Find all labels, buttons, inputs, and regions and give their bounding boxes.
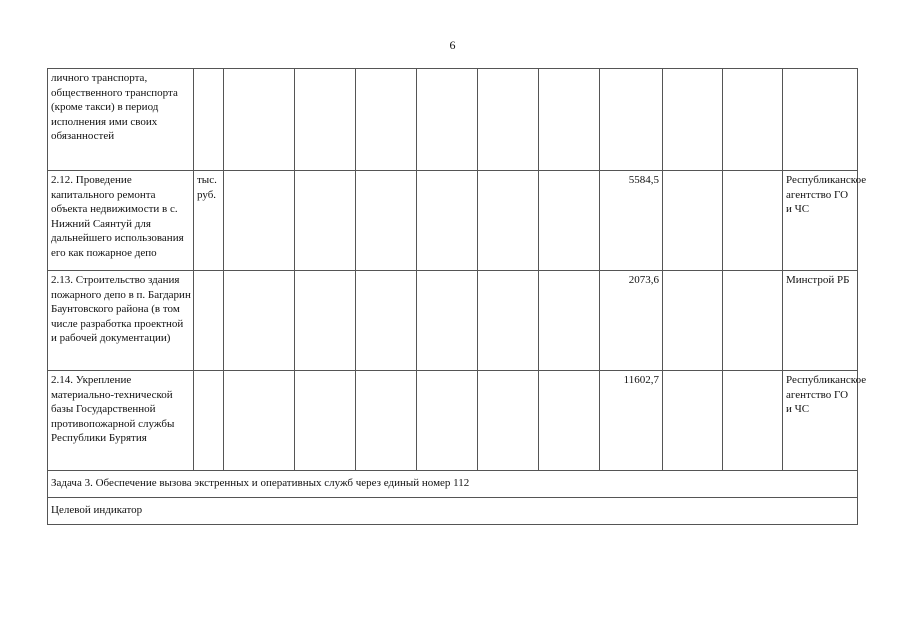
empty-cell — [663, 271, 723, 371]
empty-cell — [663, 69, 723, 171]
executor-cell: Минстрой РБ — [783, 271, 858, 371]
empty-cell — [723, 171, 783, 271]
empty-cell — [417, 371, 478, 471]
measure-name-cell: 2.14. Укрепление материально-технической базы Государственной противопожарной службы Республики Бурятия — [48, 371, 194, 471]
executor-cell: Республиканское агентство ГО и ЧС — [783, 371, 858, 471]
empty-cell — [224, 271, 295, 371]
empty-cell — [663, 371, 723, 471]
empty-cell — [478, 271, 539, 371]
empty-cell — [295, 371, 356, 471]
measure-name-cell: 2.12. Проведение капитального ремонта объекта недвижимости в с. Нижний Саянтуй для дальнейшего использования его как пожарное депо — [48, 171, 194, 271]
table-row — [48, 271, 858, 371]
empty-cell — [478, 171, 539, 271]
table-row — [48, 371, 858, 471]
empty-cell — [663, 171, 723, 271]
empty-cell — [539, 171, 600, 271]
indicator-row — [48, 498, 858, 525]
empty-cell — [539, 371, 600, 471]
amount-cell — [600, 69, 663, 171]
empty-cell — [295, 171, 356, 271]
empty-cell — [356, 371, 417, 471]
empty-cell — [417, 69, 478, 171]
measure-name-cell: личного транспорта, общественного транспорта (кроме такси) в период исполнения ими своих обязанностей — [48, 69, 194, 171]
empty-cell — [356, 171, 417, 271]
empty-cell — [539, 271, 600, 371]
task-row — [48, 471, 858, 498]
executor-cell — [783, 69, 858, 171]
unit-cell: тыс. руб. — [194, 171, 224, 271]
amount-cell: 2073,6 — [600, 271, 663, 371]
empty-cell — [356, 271, 417, 371]
empty-cell — [478, 371, 539, 471]
task-heading: Задача 3. Обеспечение вызова экстренных и оперативных служб через единый номер 112 — [48, 471, 858, 498]
empty-cell — [723, 69, 783, 171]
empty-cell — [417, 171, 478, 271]
empty-cell — [478, 69, 539, 171]
indicator-heading: Целевой индикатор — [48, 498, 858, 525]
unit-cell — [194, 371, 224, 471]
empty-cell — [539, 69, 600, 171]
empty-cell — [224, 371, 295, 471]
program-table — [47, 68, 867, 525]
executor-cell: Республиканское агентство ГО и ЧС — [783, 171, 858, 271]
empty-cell — [224, 171, 295, 271]
table-row — [48, 171, 858, 271]
empty-cell — [224, 69, 295, 171]
empty-cell — [723, 271, 783, 371]
empty-cell — [723, 371, 783, 471]
empty-cell — [295, 69, 356, 171]
empty-cell — [417, 271, 478, 371]
measure-name-cell: 2.13. Строительство здания пожарного депо в п. Багдарин Баунтовского района (в том числе разработка проектной и рабочей документации) — [48, 271, 194, 371]
amount-cell: 11602,7 — [600, 371, 663, 471]
empty-cell — [356, 69, 417, 171]
unit-cell — [194, 271, 224, 371]
page-number: 6 — [449, 38, 456, 52]
unit-cell — [194, 69, 224, 171]
empty-cell — [295, 271, 356, 371]
table-row — [48, 69, 858, 171]
amount-cell: 5584,5 — [600, 171, 663, 271]
